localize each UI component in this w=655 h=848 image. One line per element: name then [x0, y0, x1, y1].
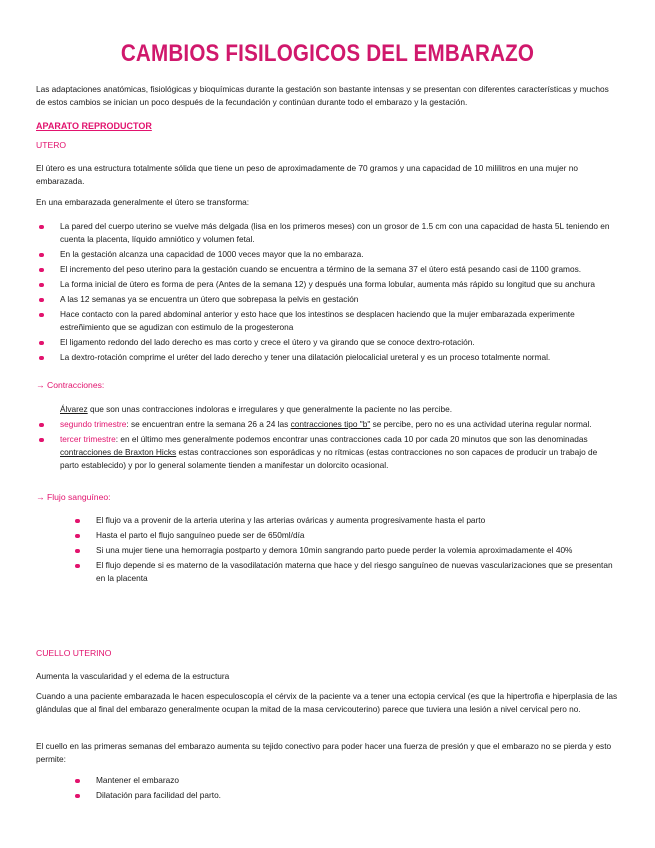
list-item — [36, 433, 618, 472]
list-item — [72, 514, 618, 527]
list-item-text: El ligamento redondo del lado derecho es mas corto y crece el útero y va girando que se conoce dextro-rotación. — [60, 337, 475, 347]
list-item-text: A las 12 semanas ya se encuentra un útero que sobrepasa la pelvis en gestación — [60, 294, 359, 304]
list-item-text: Si una mujer tiene una hemorragia postparto y demora 10min sangrando parto puede perder la volemia aproximadamente el 40% — [96, 545, 573, 555]
list-item-text: La pared del cuerpo uterino se vuelve más delgada (lisa en los primeros meses) con un grosor de 1.5 cm con una capacidad de hasta 5L teniendo en cuenta la placenta, líquido amniótico y volumen fetal. — [60, 221, 610, 244]
list-item — [36, 248, 618, 261]
utero-paragraph-1: El útero es una estructura totalmente sólida que tiene un peso de aproximadamente de 70 gramos y una capacidad de 10 mililitros en una mujer no embarazada. — [36, 163, 578, 186]
bullet-icon — [39, 313, 44, 318]
alvarez-text: que son unas contracciones indoloras e irregulares y que generalmente la paciente no las percibe. — [87, 404, 453, 414]
list-item-text: Hace contacto con la pared abdominal anterior y esto hace que los intestinos se desplacen haciendo que la mujer embarazada experimente estreñimiento que se agudizan con estimulo de la progesterona — [60, 309, 575, 332]
bullet-icon — [39, 356, 44, 361]
tercer-trimestre-label: tercer trimestre — [60, 434, 116, 444]
list-item-text: El incremento del peso uterino para la gestación cuando se encuentra a término de la semana 37 el útero está pesando casi de 1100 gramos. — [60, 264, 582, 274]
bullet-icon — [39, 283, 44, 288]
bullet-icon — [75, 519, 80, 524]
segundo-text-a: : se encuentran entre la semana 26 a 24 las — [126, 419, 291, 429]
list-item — [36, 220, 618, 246]
list-item — [36, 293, 618, 306]
list-item — [36, 278, 618, 291]
tercer-text-b: estas contracciones son esporádicas y no rítmicas (estas contracciones no son capaces de producir un trabajo de parto establecido) y por lo general solamente tienden a manifestar un dolorcito ocasional. — [60, 447, 598, 470]
segundo-trimestre-label: segundo trimestre — [60, 419, 127, 429]
list-item-text: El flujo va a provenir de la arteria uterina y las arterias ováricas y aumenta progresivamente hasta el parto — [96, 515, 486, 525]
list-item — [36, 308, 618, 334]
utero-paragraph-2: En una embarazada generalmente el útero se transforma: — [36, 197, 250, 207]
list-item — [72, 559, 618, 585]
list-item — [36, 403, 618, 416]
list-item-text: Mantener el embarazo — [96, 775, 180, 785]
subheading-utero: UTERO — [36, 140, 67, 150]
bullet-icon — [75, 549, 80, 554]
bullet-icon — [39, 423, 44, 428]
list-item — [72, 544, 618, 557]
subheading-contracciones: → Contracciones: — [36, 380, 105, 390]
section-heading-aparato-reproductor: APARATO REPRODUCTOR — [36, 121, 152, 131]
list-item — [72, 529, 618, 542]
bullet-icon — [39, 438, 44, 443]
list-item-text: Hasta el parto el flujo sanguíneo puede ser de 650ml/día — [96, 530, 305, 540]
list-item — [36, 351, 618, 364]
bullet-icon — [39, 268, 44, 273]
list-item — [36, 263, 618, 276]
tercer-text-a: : en el último mes generalmente podemos encontrar unas contracciones cada 10 por cada 20 minutos que son las denominadas — [115, 434, 588, 444]
list-item-text: Dilatación para facilidad del parto. — [96, 790, 221, 800]
bullet-icon — [75, 564, 80, 569]
cuello-paragraph-1: Aumenta la vascularidad y el edema de la estructura — [36, 671, 230, 681]
bullet-icon — [39, 341, 44, 346]
list-item — [72, 774, 618, 787]
list-item — [36, 336, 618, 349]
list-item-text: La forma inicial de útero es forma de pera (Antes de la semana 12) y después una forma lobular, aumenta más rápido su longitud que su anchura — [60, 279, 596, 289]
page-title: CAMBIOS FISILOGICOS DEL EMBARAZO — [120, 40, 535, 67]
bullet-icon — [75, 794, 80, 799]
bullet-icon — [75, 534, 80, 539]
bullet-icon — [39, 225, 44, 230]
bullet-icon — [39, 298, 44, 303]
list-item-text: En la gestación alcanza una capacidad de 1000 veces mayor que la no embaraza. — [60, 249, 364, 259]
contracciones-tipo-b-link: contracciones tipo "b" — [290, 419, 371, 429]
list-item — [36, 418, 618, 431]
contracciones-list — [36, 403, 618, 474]
bullet-icon — [39, 253, 44, 258]
list-item-text: La dextro-rotación comprime el uréter del lado derecho y tener una dilatación pielocalicial ureteral y es un proceso totalmente normal. — [60, 352, 551, 362]
cuello-paragraph-2: Cuando a una paciente embarazada le hacen especuloscopía el cérvix de la paciente va a tener una ectopia cervical (es que la hipertrofia e hiperplasia de las glándulas que al final del embarazo generalmente ocupan la mitad de la masa cervicouterino) parece que tuviera una lesión a nivel cervical pero no. — [36, 691, 618, 714]
alvarez-label: Álvarez — [60, 404, 88, 414]
bullet-icon — [75, 779, 80, 784]
utero-bullet-list — [36, 220, 618, 366]
braxton-hicks-link: contracciones de Braxton Hicks — [60, 447, 177, 457]
list-item — [72, 789, 618, 802]
intro-paragraph: Las adaptaciones anatómicas, fisiológicas y bioquímicas durante la gestación son bastante intensas y se presentan con diferentes características y muchos de estos cambios se inician un poco después de la fecundación y continúan durante todo el embarazo y la gestación. — [36, 84, 609, 107]
flujo-bullet-list — [72, 514, 618, 587]
segundo-text-b: se percibe, pero no es una actividad uterina regular normal. — [370, 419, 592, 429]
subheading-cuello-uterino: CUELLO UTERINO — [36, 648, 112, 658]
subheading-flujo-sanguineo: → Flujo sanguíneo: — [36, 492, 111, 502]
cuello-bullet-list — [72, 774, 618, 804]
cuello-paragraph-3: El cuello en las primeras semanas del embarazo aumenta su tejido conectivo para poder hacer una fuerza de presión y que el embarazo no se pierda y esto permite: — [36, 741, 612, 764]
list-item-text: El flujo depende si es materno de la vasodilatación materna que hace y del riesgo sanguíneo de nuevas vascularizaciones que se presentan en la placenta — [96, 560, 613, 583]
